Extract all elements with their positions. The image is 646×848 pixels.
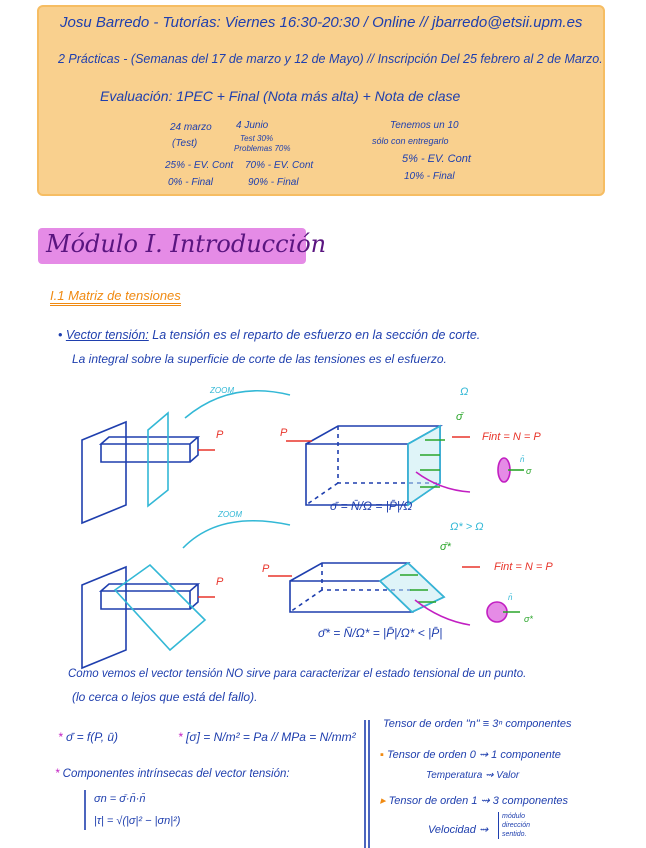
conclusion-2: (lo cerca o lejos que está del fallo). <box>72 690 258 704</box>
class-note-2: sólo con entregarlo <box>372 136 449 146</box>
tensor-0-example: Temperatura ⇝ Valor <box>426 770 520 781</box>
zoom-arrow-2 <box>183 521 290 548</box>
pec-date: 24 marzo <box>170 122 212 133</box>
evaluation-line: Evaluación: 1PEC + Final (Nota más alta) + Nota de clase <box>100 88 461 104</box>
class-note-1: Tenemos un 10 <box>390 120 459 131</box>
tutoring-line: Josu Barredo - Tutorías: Viernes 16:30-20:30 / Online // jbarredo@etsii.upm.es <box>60 14 583 31</box>
sigma-small-2: σ* <box>524 614 533 624</box>
load-label-2: P <box>216 576 224 588</box>
bullet: • <box>58 328 66 342</box>
cut-face-1 <box>408 426 440 505</box>
star-icon: * <box>55 768 63 780</box>
class-final: 10% - Final <box>404 171 455 182</box>
load-label-1: P <box>216 429 224 441</box>
formula-2: σ̄* = N̄/Ω* = |P̄|/Ω* < |P̄| <box>318 626 443 640</box>
tau-formula: |τ| = √(|σ|² − |σn|²) <box>94 815 181 827</box>
section-title: I.1 Matriz de tensiones <box>50 288 181 306</box>
pec-type: (Test) <box>172 138 198 149</box>
sigma-function: σ̄ = f(P, ū) <box>66 730 119 744</box>
velocity-parts <box>498 812 530 839</box>
final-test: Test 30% <box>240 134 274 143</box>
part-direccion: dirección <box>502 822 531 829</box>
final-date: 4 Junio <box>236 120 269 131</box>
vector-text-2: La integral sobre la superficie de corte de las tensiones es el esfuerzo. <box>72 352 447 366</box>
beam-sketch-1 <box>82 422 198 523</box>
area-label-1: Ω <box>460 386 469 398</box>
zoom-label-2: ZOOM <box>218 510 242 519</box>
components-heading: Componentes intrínsecas del vector tensión: <box>62 768 290 780</box>
pec-final: 0% - Final <box>168 177 214 188</box>
pec-ev: 25% - EV. Cont <box>165 160 234 171</box>
final-final: 90% - Final <box>248 177 299 188</box>
formula-1: σ̄ = N̄/Ω = |P̄|/Ω <box>330 499 413 513</box>
star-icon: * <box>58 730 67 744</box>
class-ev: 5% - EV. Cont <box>402 153 471 165</box>
cut-plane-1 <box>148 413 168 506</box>
tensor-0: Tensor de orden 0 ⇝ 1 componente <box>386 749 561 761</box>
practicas-line: 2 Prácticas - (Semanas del 17 de marzo y 12 de Mayo) // Inscripción Del 25 febrero al 2 de Marzo. <box>58 52 603 66</box>
normal-label-1: n̄ <box>520 455 525 464</box>
zoom-arrow-1 <box>185 391 290 418</box>
final-ev: 70% - EV. Cont <box>245 160 314 171</box>
reaction-label-2: P <box>262 563 270 575</box>
stress-units: [σ] = N/m² = Pa // MPa = N/mm² <box>186 730 356 744</box>
star-icon: * <box>178 730 187 744</box>
arrow-bullet-icon: ▸ <box>380 795 389 807</box>
final-problems: Problemas 70% <box>234 144 291 153</box>
sigma-label-2: σ̄* <box>440 541 451 553</box>
cut-plane-2 <box>115 565 205 650</box>
part-modulo: módulo <box>502 813 525 820</box>
module-title: Módulo I. Introducción <box>46 230 327 258</box>
vector-label: Vector tensión: <box>65 328 149 342</box>
fint-label-1: Fint = N = P <box>482 431 541 443</box>
tensor-n: Tensor de orden "n" ≡ 3ⁿ componentes <box>383 718 572 730</box>
cut-face-2 <box>380 563 444 612</box>
sigma-n-formula: σn = σ̄·n̄·n̄ <box>94 793 146 805</box>
zoom-label-1: ZOOM <box>210 386 234 395</box>
bullet-icon: ▪ <box>380 749 387 761</box>
fint-label-2: Fint = N = P <box>494 561 553 573</box>
sigma-label-1: σ̄ <box>456 411 463 423</box>
area-label-2: Ω* > Ω <box>450 521 484 533</box>
normal-label-2: n̄ <box>508 593 513 602</box>
conclusion-1: Como vemos el vector tensión NO sirve para caracterizar el estado tensional de un punto. <box>68 668 527 680</box>
tensor-1-example: Velocidad ⇝ <box>428 824 489 836</box>
tensor-1: Tensor de orden 1 ⇝ 3 componentes <box>388 795 569 807</box>
sigma-small-1: σ <box>526 466 532 476</box>
reaction-label-1: P <box>280 427 288 439</box>
divider-line <box>365 720 369 848</box>
part-sentido: sentido. <box>502 831 527 838</box>
vector-text-1: La tensión es el reparto de esfuerzo en la sección de corte. <box>152 328 481 342</box>
